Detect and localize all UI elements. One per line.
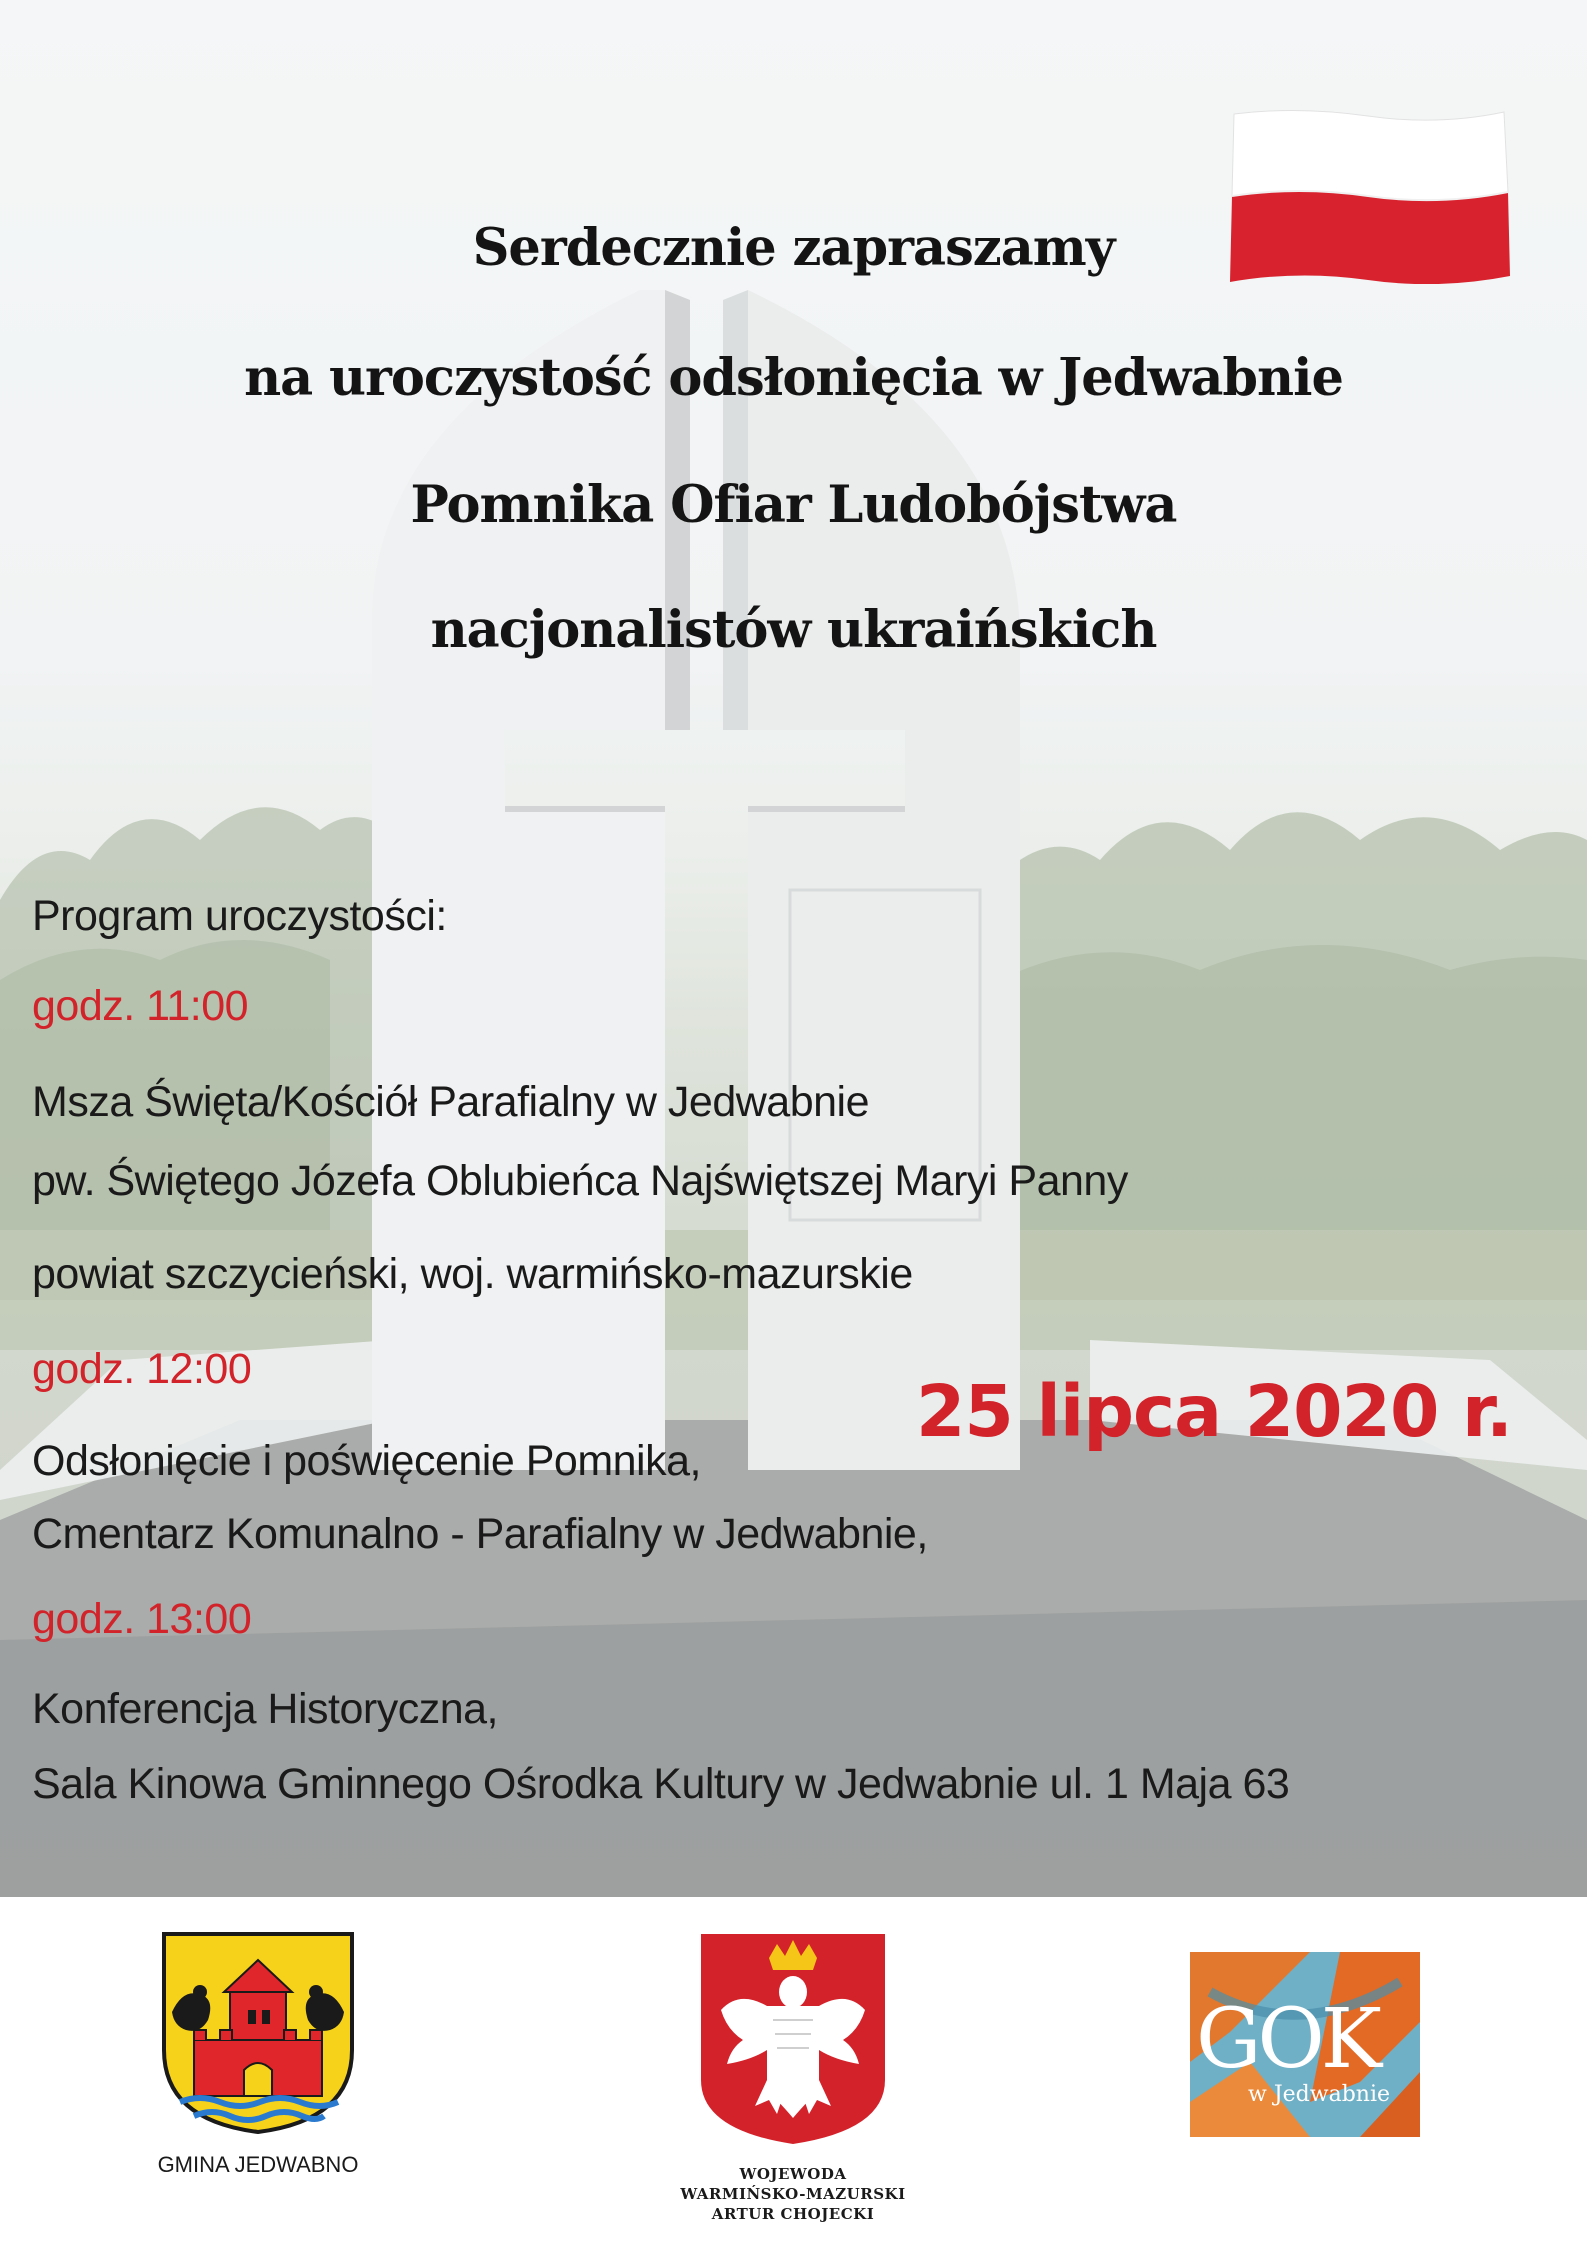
heading-line-4: nacjonalistów ukraińskich xyxy=(430,600,1157,660)
program-item-1-line-1: Msza Święta/Kościół Parafialny w Jedwabnie xyxy=(32,1078,870,1126)
program-item-3-line-2: Sala Kinowa Gminnego Ośrodka Kultury w Jedwabnie ul. 1 Maja 63 xyxy=(32,1760,1290,1808)
program-time-2: godz. 12:00 xyxy=(32,1345,252,1393)
program-item-2-line-2: Cmentarz Komunalno - Parafialny w Jedwabnie, xyxy=(32,1510,928,1558)
wojewoda-caption-line-3: ARTUR CHOJECKI xyxy=(711,2205,875,2223)
program-item-3-line-1: Konferencja Historyczna, xyxy=(32,1685,498,1733)
program-item-1-line-3: powiat szczycieński, woj. warmińsko-mazurskie xyxy=(32,1250,913,1298)
gok-logo xyxy=(1190,1952,1420,2137)
heading-line-1: Serdecznie zapraszamy xyxy=(472,218,1115,278)
wojewoda-caption-line-1: WOJEWODA xyxy=(739,2165,847,2183)
program-item-2-line-1: Odsłonięcie i poświęcenie Pomnika, xyxy=(32,1437,701,1485)
event-date: 25 lipca 2020 r. xyxy=(916,1370,1512,1453)
heading-line-3: Pomnika Ofiar Ludobójstwa xyxy=(410,475,1177,535)
program-item-1-line-2: pw. Świętego Józefa Oblubieńca Najświętszej Maryi Panny xyxy=(32,1157,1128,1205)
program-time-1: godz. 11:00 xyxy=(32,982,249,1030)
gmina-jedwabno-coat-of-arms-icon xyxy=(160,1930,356,2135)
polish-eagle-emblem-icon xyxy=(697,1930,889,2148)
gok-logo-title: GOK xyxy=(1196,1992,1378,2087)
wojewoda-caption-line-2: WARMIŃSKO-MAZURSKI xyxy=(680,2185,906,2203)
heading-line-2: na uroczystość odsłonięcia w Jedwabnie xyxy=(244,348,1343,408)
gmina-jedwabno-caption: GMINA JEDWABNO xyxy=(157,2152,359,2177)
gok-logo-subtitle: w Jedwabnie xyxy=(1248,2082,1391,2107)
program-title: Program uroczystości: xyxy=(32,892,447,940)
program-time-3: godz. 13:00 xyxy=(32,1595,252,1643)
